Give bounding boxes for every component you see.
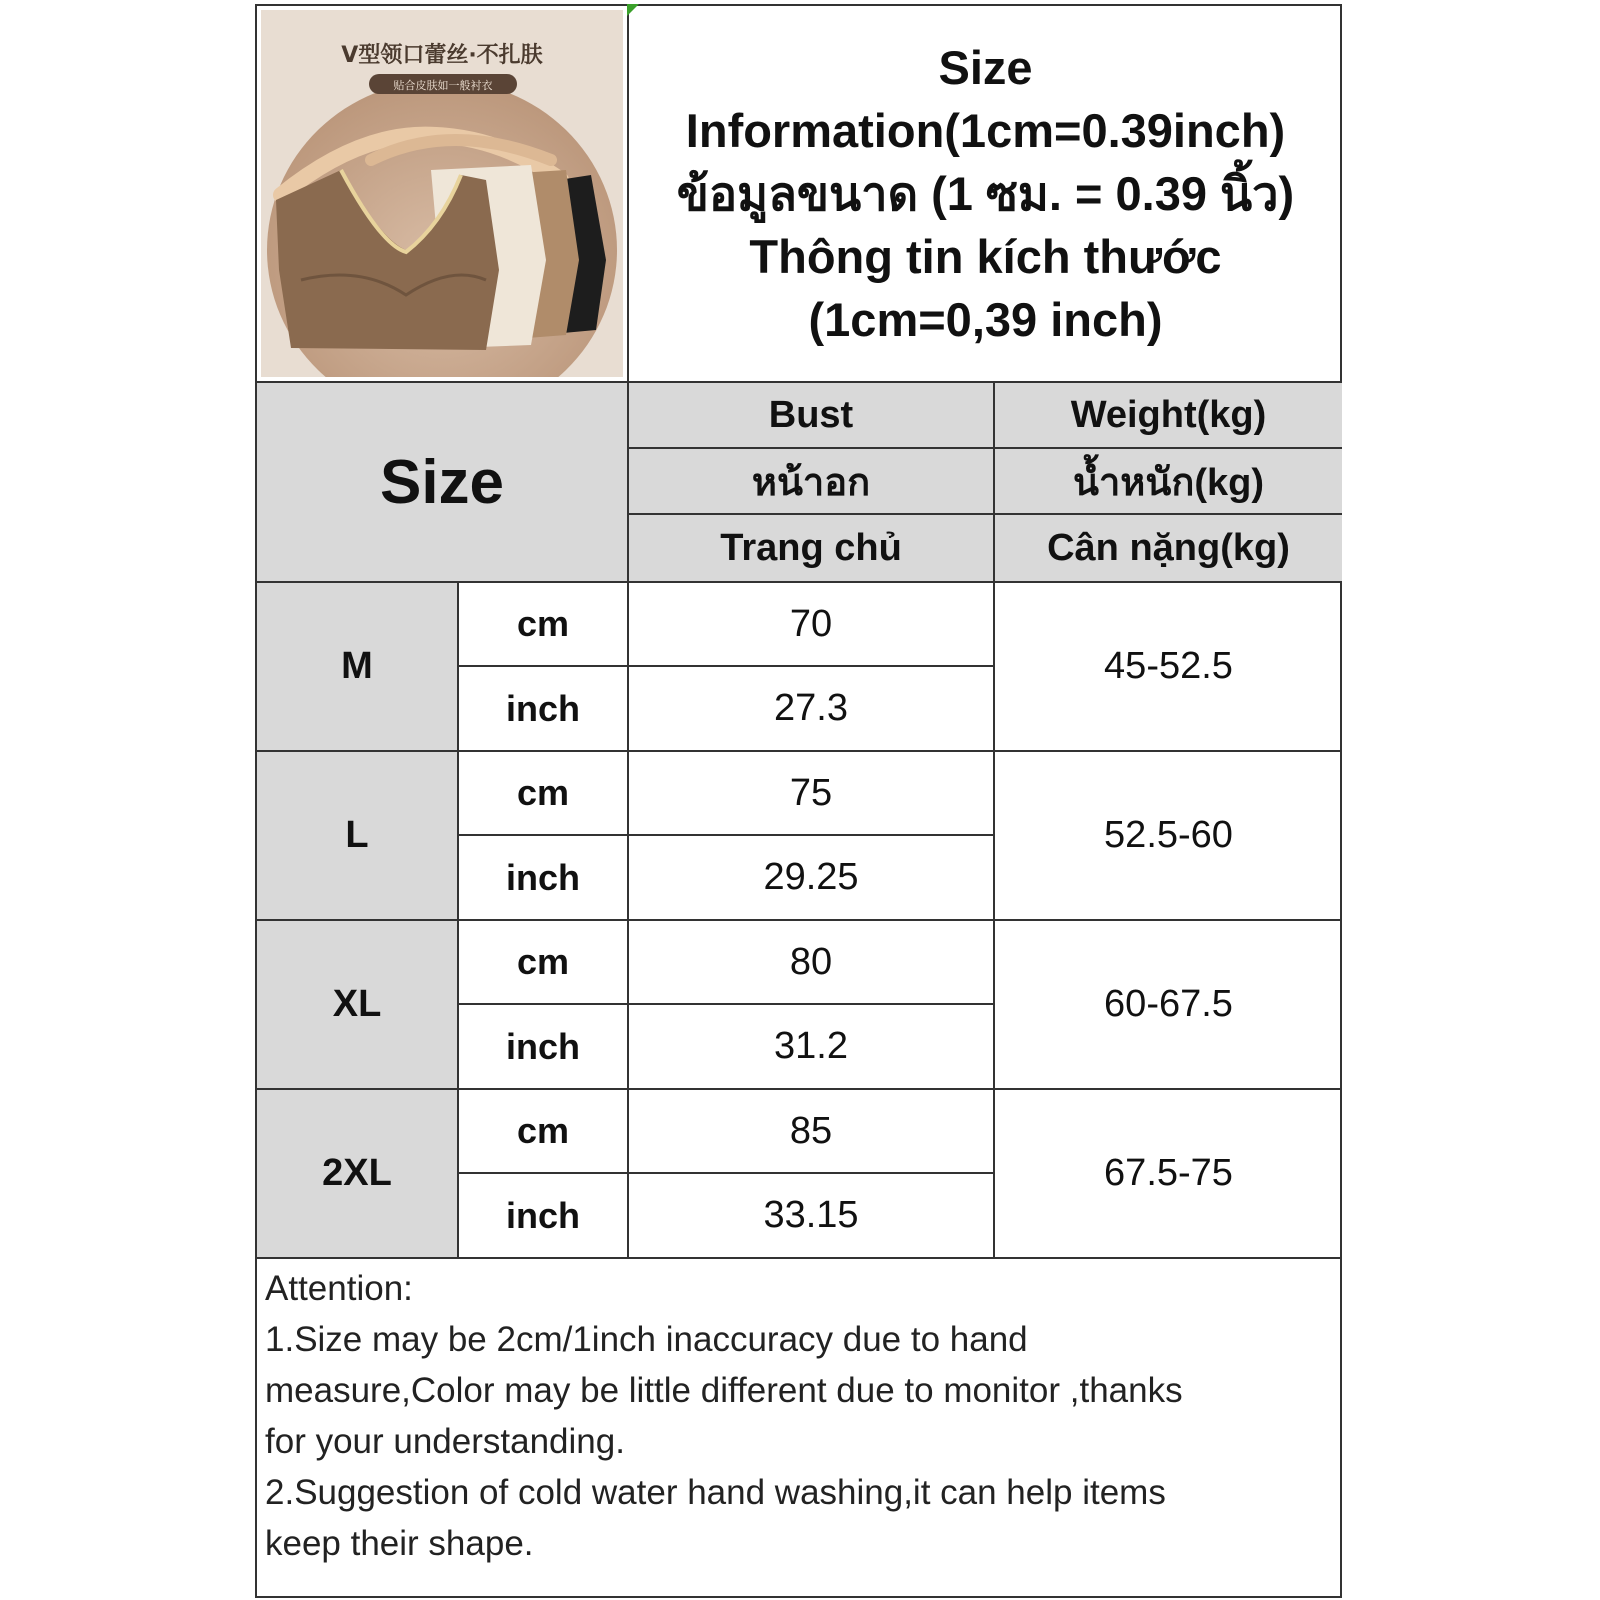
bust-inch-value: 27.3: [629, 667, 995, 752]
bust-cm-value: 80: [629, 921, 995, 1005]
size-label: M: [257, 583, 459, 752]
bust-cm-value: 75: [629, 752, 995, 836]
attention-line: 2.Suggestion of cold water hand washing,it can help items: [265, 1473, 1166, 1512]
attention-line: for your understanding.: [265, 1422, 625, 1461]
bust-inch-value: 29.25: [629, 836, 995, 921]
title-line-5: (1cm=0,39 inch): [808, 293, 1163, 346]
size-header-cell: [257, 383, 629, 583]
bust-cm-value: 85: [629, 1090, 995, 1174]
product-tagline: 贴合皮肤如一般衬衣: [393, 79, 493, 92]
bust-inch-value: 33.15: [629, 1174, 995, 1259]
size-label: 2XL: [257, 1090, 459, 1259]
weight-header-th: น้ำหนัก(kg): [995, 449, 1342, 515]
attention-line: keep their shape.: [265, 1524, 534, 1563]
product-image-cell: [257, 6, 629, 383]
weight-value: 52.5-60: [995, 752, 1342, 921]
unit-cm-label: cm: [459, 921, 629, 1005]
weight-header-en: Weight(kg): [995, 383, 1342, 449]
attention-notes: [257, 1259, 1340, 1569]
bust-header-en: Bust: [629, 383, 995, 449]
size-chart-sheet: [255, 4, 1342, 1598]
attention-heading: Attention:: [265, 1269, 413, 1308]
product-photo: [261, 10, 623, 377]
unit-inch-label: inch: [459, 1005, 629, 1090]
unit-inch-label: inch: [459, 667, 629, 752]
title-line-2: Information(1cm=0.39inch): [685, 104, 1286, 157]
title-line-4: Thông tin kích thước: [749, 230, 1222, 283]
title-line-3: ข้อมูลขนาด (1 ซม. = 0.39 นิ้ว): [676, 167, 1295, 220]
bust-header-vi: Trang chủ: [629, 515, 995, 583]
weight-value: 60-67.5: [995, 921, 1342, 1090]
unit-cm-label: cm: [459, 583, 629, 667]
weight-value: 45-52.5: [995, 583, 1342, 752]
attention-line: measure,Color may be little different due to monitor ,thanks: [265, 1371, 1183, 1410]
unit-cm-label: cm: [459, 752, 629, 836]
attention-line: 1.Size may be 2cm/1inch inaccuracy due to hand: [265, 1320, 1028, 1359]
title-cell: [629, 6, 1342, 383]
bust-header-th: หน้าอก: [629, 449, 995, 515]
size-label: L: [257, 752, 459, 921]
unit-inch-label: inch: [459, 1174, 629, 1259]
product-caption: V型领口蕾丝·不扎肤: [341, 43, 543, 68]
size-header: Size: [379, 447, 505, 517]
bust-cm-value: 70: [629, 583, 995, 667]
size-label: XL: [257, 921, 459, 1090]
unit-cm-label: cm: [459, 1090, 629, 1174]
title-line-1: Size: [938, 41, 1033, 94]
bust-inch-value: 31.2: [629, 1005, 995, 1090]
weight-value: 67.5-75: [995, 1090, 1342, 1259]
unit-inch-label: inch: [459, 836, 629, 921]
weight-header-vi: Cân nặng(kg): [995, 515, 1342, 583]
